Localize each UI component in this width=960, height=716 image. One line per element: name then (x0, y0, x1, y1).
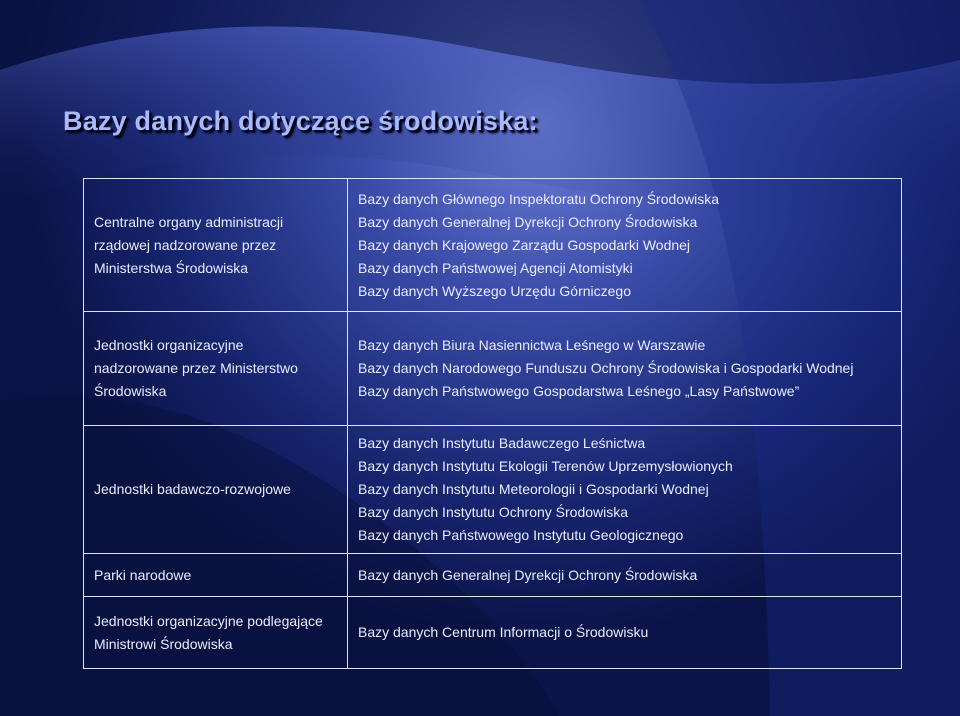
database-table (83, 178, 902, 669)
category-text: Centralne organy administracji (94, 213, 284, 230)
category-cell (84, 179, 348, 312)
category-text: Jednostki organizacyjne podlegające (94, 612, 323, 629)
database-item: Bazy danych Instytutu Badawczego Leśnictwa (358, 435, 646, 451)
database-item: Bazy danych Biura Nasiennictwa Leśnego w Warszawie (358, 337, 706, 353)
category-text: rządowej nadzorowane przez (94, 236, 277, 253)
slide-title: Bazy danych dotyczące środowiska: (63, 106, 538, 136)
databases-cell (348, 426, 902, 554)
category-text: Ministrowi Środowiska (94, 635, 233, 652)
table-row (84, 312, 902, 426)
category-text: Jednostki organizacyjne (94, 337, 244, 353)
database-item: Bazy danych Centrum Informacji o Środowisku (358, 624, 649, 640)
database-item: Bazy danych Krajowego Zarządu Gospodarki Wodnej (358, 236, 691, 253)
database-item: Bazy danych Generalnej Dyrekcji Ochrony Środowiska (358, 213, 698, 230)
databases-cell (348, 312, 902, 426)
database-item: Bazy danych Narodowego Funduszu Ochrony Środowiska i Gospodarki Wodnej (358, 360, 854, 376)
table-row (84, 597, 902, 669)
databases-cell (348, 597, 902, 669)
database-item: Bazy danych Instytutu Meteorologii i Gospodarki Wodnej (358, 481, 709, 497)
table-row (84, 179, 902, 312)
database-item: Bazy danych Państwowego Gospodarstwa Leśnego „Lasy Państwowe” (358, 383, 800, 399)
category-text: Środowiska (94, 383, 167, 399)
category-text: nadzorowane przez Ministerstwo (94, 360, 298, 376)
category-cell (84, 554, 348, 597)
database-item: Bazy danych Instytutu Ochrony Środowiska (358, 504, 629, 520)
category-cell (84, 312, 348, 426)
category-cell (84, 597, 348, 669)
database-item: Bazy danych Instytutu Ekologii Terenów Uprzemysłowionych (358, 458, 733, 474)
category-text: Ministerstwa Środowiska (94, 259, 249, 276)
database-item: Bazy danych Głównego Inspektoratu Ochrony Środowiska (358, 190, 720, 207)
database-item: Bazy danych Generalnej Dyrekcji Ochrony Środowiska (358, 566, 698, 583)
database-item: Bazy danych Państwowego Instytutu Geologicznego (358, 527, 684, 543)
database-item: Bazy danych Wyższego Urzędu Górniczego (358, 282, 631, 299)
category-text: Jednostki badawczo-rozwojowe (94, 481, 291, 497)
database-item: Bazy danych Państwowej Agencji Atomistyki (358, 259, 633, 276)
databases-cell (348, 179, 902, 312)
table-row (84, 554, 902, 597)
databases-cell (348, 554, 902, 597)
category-cell (84, 426, 348, 554)
category-text: Parki narodowe (94, 566, 192, 583)
table-row (84, 426, 902, 554)
